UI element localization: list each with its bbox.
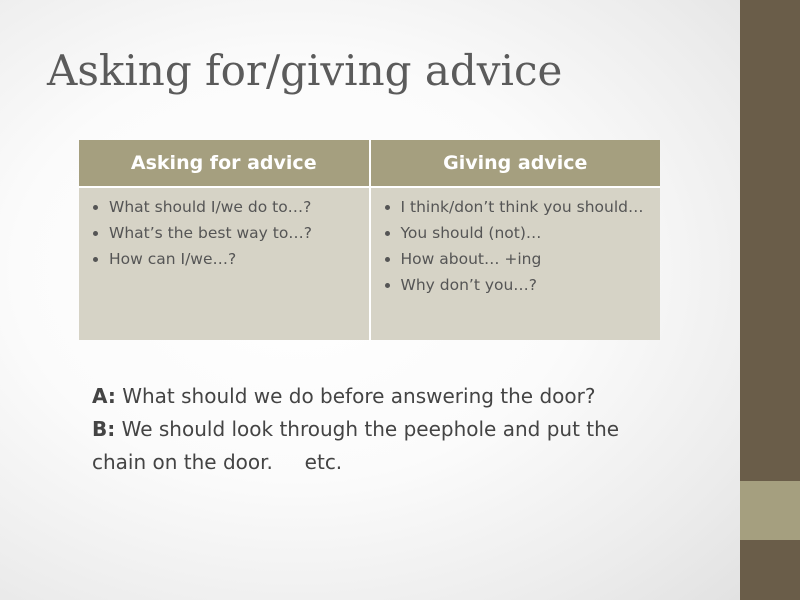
speaker-b-label: B: [92, 417, 116, 441]
giving-cell [370, 187, 661, 340]
speaker-a-label: A: [92, 384, 116, 408]
table-body-row [79, 187, 660, 340]
speaker-b-text: We should look through the peephole and put the chain on the door. etc. [92, 417, 626, 474]
list-item: • How about… +ing [401, 246, 653, 272]
list-item: • What’s the best way to…? [109, 220, 361, 246]
dialogue-line-b [92, 413, 637, 479]
asking-cell [79, 187, 370, 340]
list-item: • I think/don’t think you should… [401, 194, 653, 220]
advice-table [79, 140, 660, 340]
side-accent-block [740, 481, 800, 540]
list-item: • Why don’t you…? [401, 272, 653, 298]
list-item: • You should (not)… [401, 220, 653, 246]
dialogue-line-a [92, 380, 637, 413]
slide-title: Asking for/giving advice [47, 46, 563, 95]
header-asking: Asking for advice [79, 140, 370, 187]
giving-list [379, 194, 653, 298]
table-header-row [79, 140, 660, 187]
speaker-a-text: What should we do before answering the door? [115, 384, 596, 408]
asking-list [87, 194, 361, 272]
list-item: • What should I/we do to…? [109, 194, 361, 220]
header-giving: Giving advice [370, 140, 661, 187]
example-dialogue [92, 380, 637, 479]
list-item: • How can I/we…? [109, 246, 361, 272]
